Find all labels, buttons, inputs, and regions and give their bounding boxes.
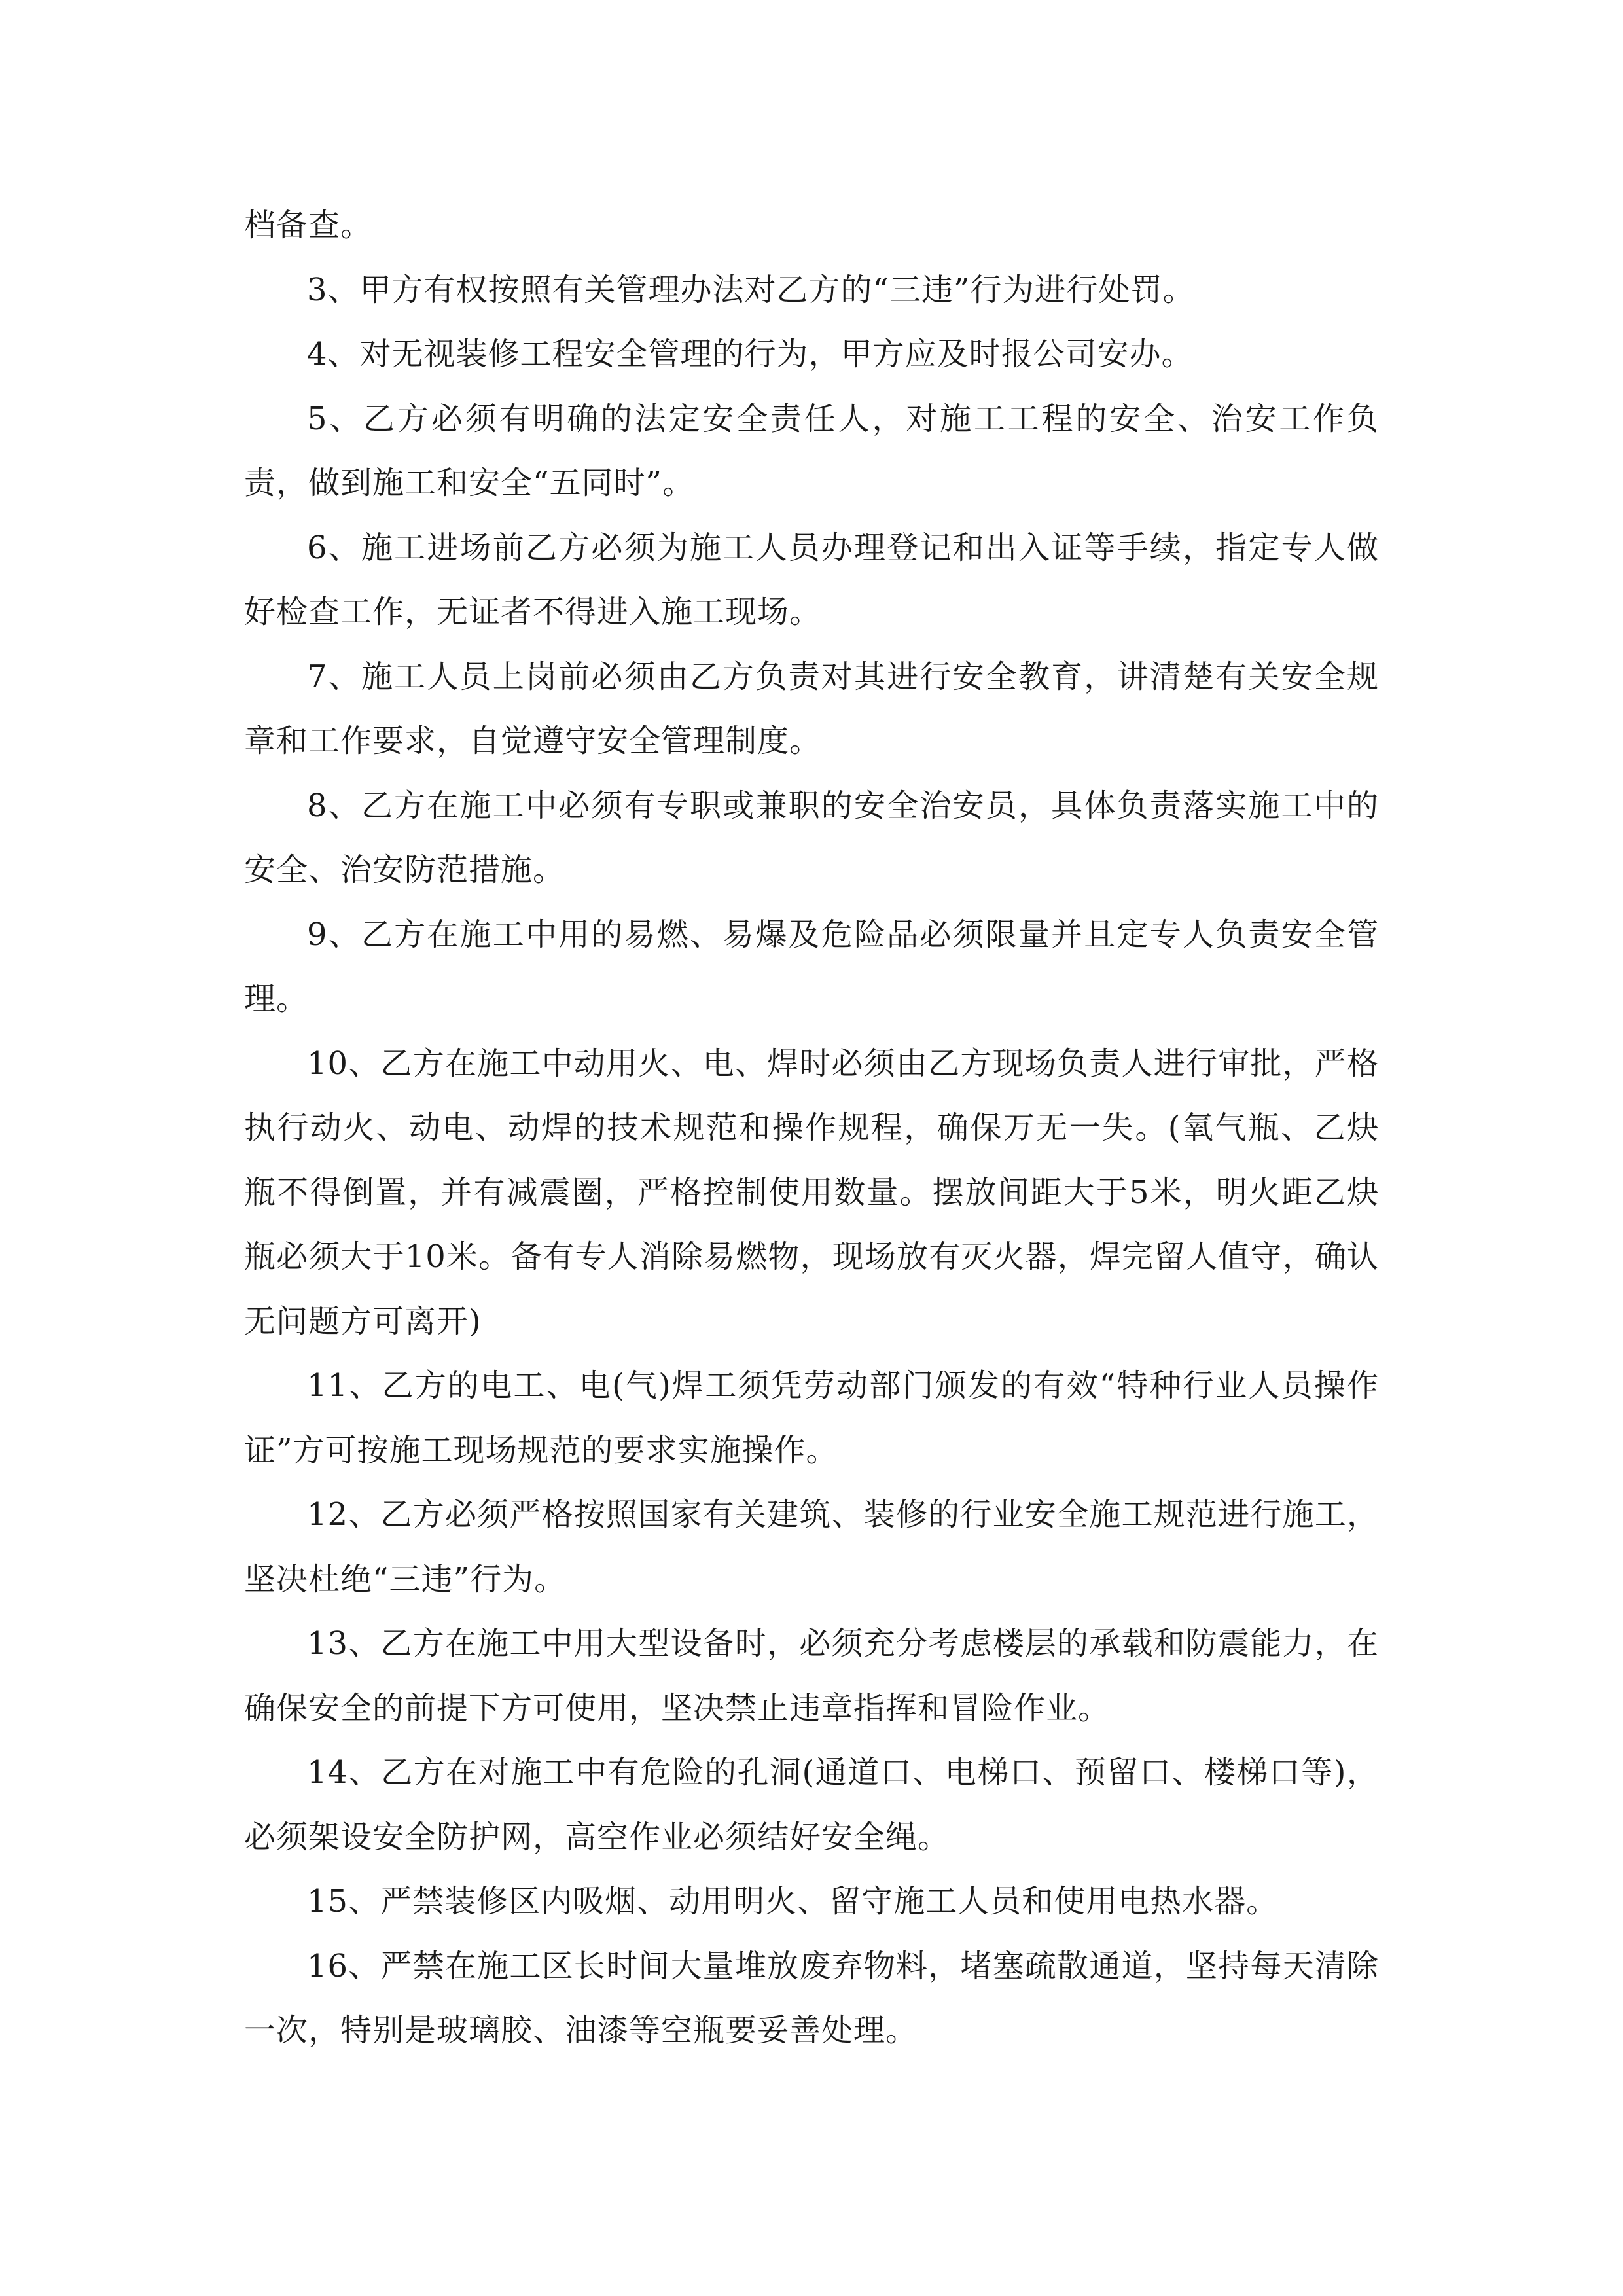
paragraph-item-7: 7、施工人员上岗前必须由乙方负责对其进行安全教育，讲清楚有关安全规章和工作要求，自觉遵守安全管理制度。 [244,658,1379,759]
paragraph-item-4: 4、对无视装修工程安全管理的行为，甲方应及时报公司安办。 [307,336,1194,372]
paragraph-item-13: 13、乙方在施工中用大型设备时，必须充分考虑楼层的承载和防震能力，在确保安全的前提下方可使用，坚决禁止违章指挥和冒险作业。 [244,1625,1379,1727]
paragraph-item-15: 15、严禁装修区内吸烟、动用明火、留守施工人员和使用电热水器。 [307,1883,1279,1920]
paragraph-item-5: 5、乙方必须有明确的法定安全责任人，对施工工程的安全、治安工作负责，做到施工和安全“五同时”。 [244,400,1379,501]
paragraph-item-16: 16、严禁在施工区长时间大量堆放废弃物料，堵塞疏散通道，坚持每天清除一次，特别是玻璃胶、油漆等空瓶要妥善处理。 [244,1947,1379,2049]
paragraph-item-12: 12、乙方必须严格按照国家有关建筑、装修的行业安全施工规范进行施工，坚决杜绝“三违”行为。 [244,1496,1379,1598]
paragraph-item-6: 6、施工进场前乙方必须为施工人员办理登记和出入证等手续，指定专人做好检查工作，无证者不得进入施工现场。 [244,529,1379,630]
paragraph-item-14: 14、乙方在对施工中有危险的孔洞(通道口、电梯口、预留口、楼梯口等)，必须架设安全防护网，高空作业必须结好安全绳。 [244,1754,1379,1856]
paragraph-item-11: 11、乙方的电工、电(气)焊工须凭劳动部门颁发的有效“特种行业人员操作证”方可按施工现场规范的要求实施操作。 [244,1367,1379,1469]
paragraph-item-3: 3、甲方有权按照有关管理办法对乙方的“三违”行为进行处罚。 [307,271,1195,308]
paragraph-continuation: 档备查。 [244,207,373,243]
paragraph-item-8: 8、乙方在施工中必须有专职或兼职的安全治安员，具体负责落实施工中的安全、治安防范措施。 [244,787,1379,888]
paragraph-item-9: 9、乙方在施工中用的易燃、易爆及危险品必须限量并且定专人负责安全管理。 [244,916,1379,1017]
document-body [244,193,1379,2063]
paragraph-item-10: 10、乙方在施工中动用火、电、焊时必须由乙方现场负责人进行审批，严格执行动火、动电、动焊的技术规范和操作规程，确保万无一失。(氧气瓶、乙炔瓶不得倒置，并有减震圈，严格控制使用数量。摆放间距大于5米，明火距乙炔瓶必须大于10米。备有专人消除易燃物，现场放有灭火器，焊完留人值守，确认无问题方可离开) [244,1045,1379,1340]
